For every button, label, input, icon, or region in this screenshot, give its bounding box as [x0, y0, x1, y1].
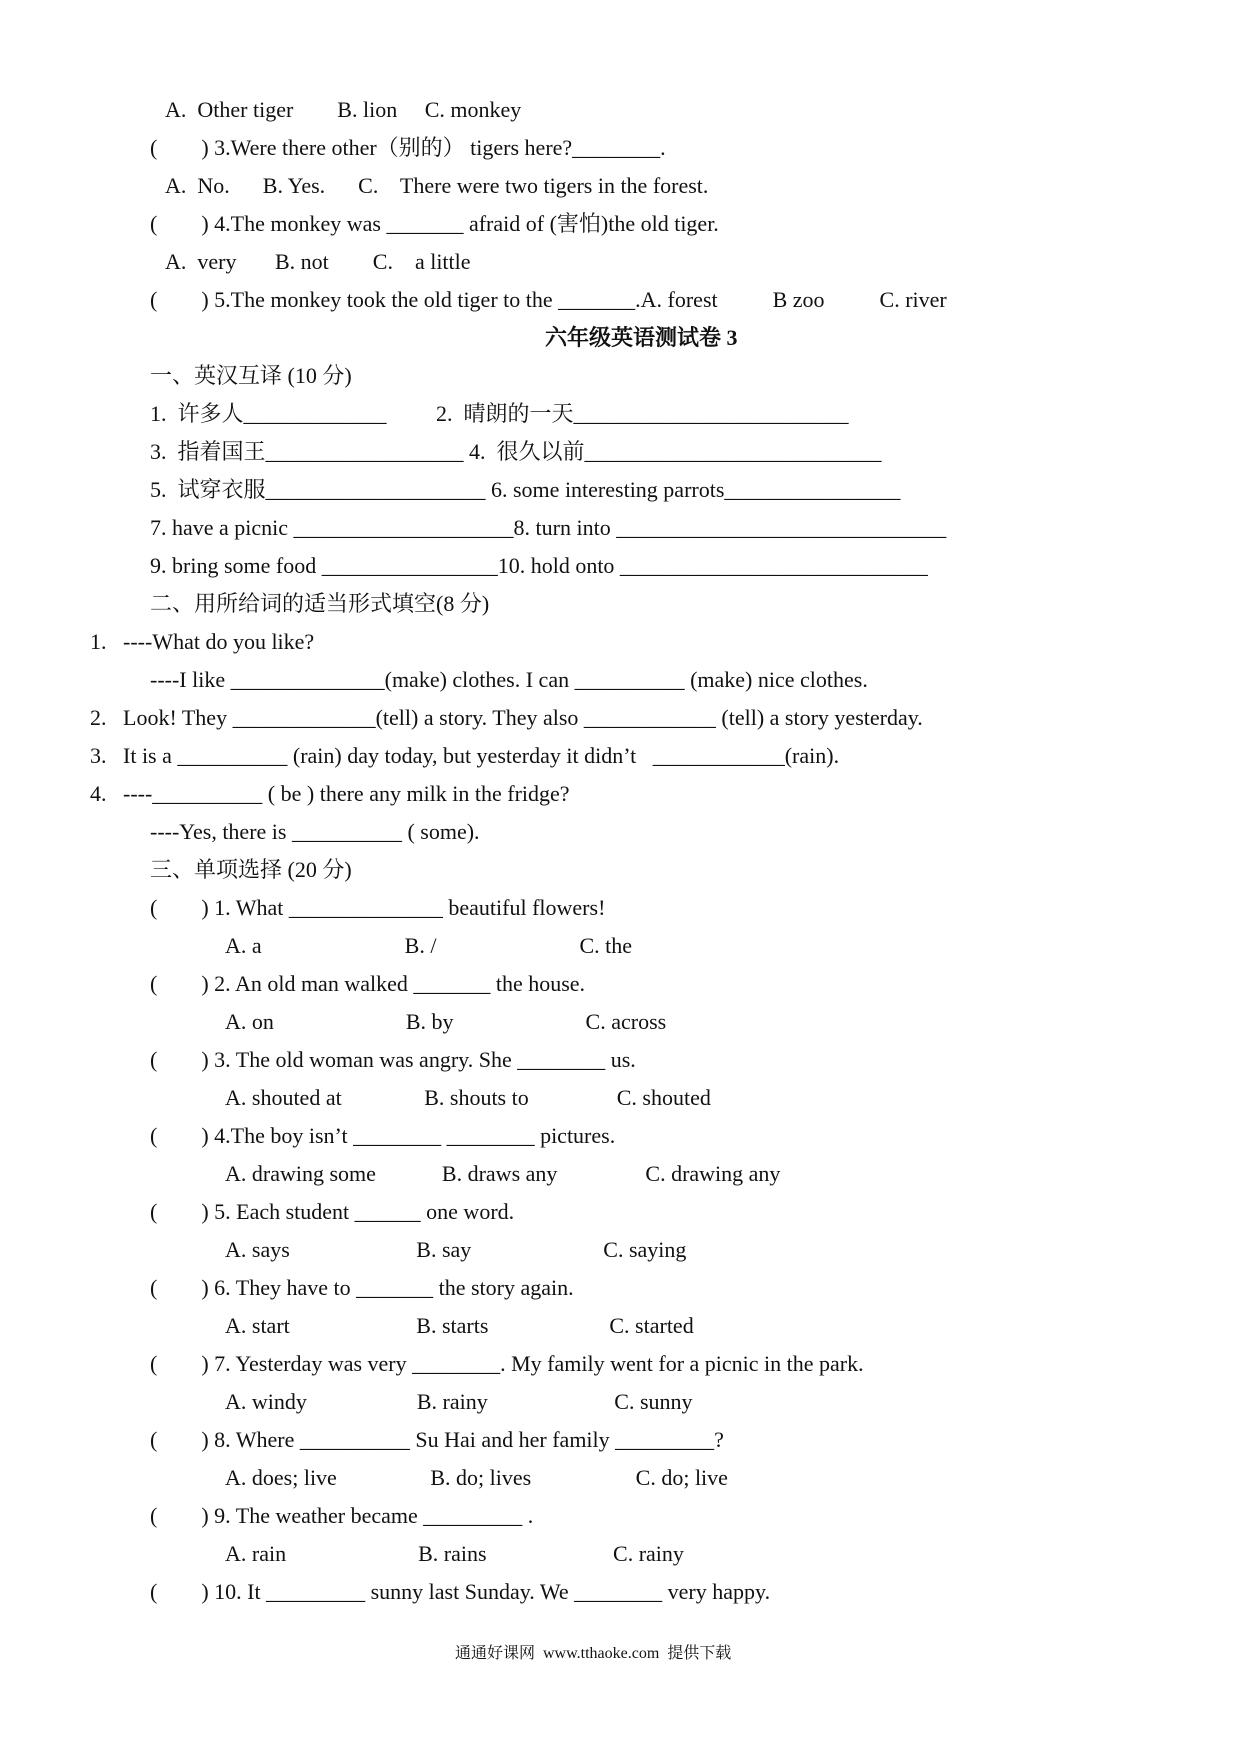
- options-line: A. very B. not C. a little: [165, 249, 471, 274]
- translation-line: 3. 指着国王__________________ 4. 很久以前___________________________: [150, 439, 882, 464]
- question-line: ( ) 6. They have to _______ the story again.: [150, 1275, 574, 1300]
- question-line: ( ) 4.The monkey was _______ afraid of (害怕)the old tiger.: [150, 211, 719, 236]
- question-line: ( ) 3.Were there other（别的） tigers here?________.: [150, 135, 666, 160]
- question-line: ( ) 3. The old woman was angry. She ________ us.: [150, 1047, 636, 1072]
- options-line: A. start B. starts C. started: [225, 1313, 694, 1338]
- options-line: A. rain B. rains C. rainy: [225, 1541, 684, 1566]
- question-line: ( ) 10. It _________ sunny last Sunday. We ________ very happy.: [150, 1579, 771, 1604]
- options-line: A. does; live B. do; lives C. do; live: [225, 1465, 728, 1490]
- section-title: 六年级英语测试卷 3: [545, 325, 738, 350]
- section-heading: 一、英汉互译 (10 分): [150, 363, 352, 388]
- fill-in-line: ----I like ______________(make) clothes. I can __________ (make) nice clothes.: [150, 667, 868, 692]
- question-line: ( ) 9. The weather became _________ .: [150, 1503, 534, 1528]
- options-line: A. shouted at B. shouts to C. shouted: [225, 1085, 711, 1110]
- question-line: ( ) 5. Each student ______ one word.: [150, 1199, 515, 1224]
- options-line: A. Other tiger B. lion C. monkey: [165, 97, 522, 122]
- translation-line: 5. 试穿衣服____________________ 6. some interesting parrots________________: [150, 477, 901, 502]
- options-line: A. drawing some B. draws any C. drawing any: [225, 1161, 781, 1186]
- translation-line: 1. 许多人_____________ 2. 晴朗的一天_________________________: [150, 401, 849, 426]
- options-line: A. says B. say C. saying: [225, 1237, 687, 1262]
- fill-in-line: 4. ----__________ ( be ) there any milk in the fridge?: [90, 781, 570, 806]
- translation-line: 7. have a picnic ____________________8. turn into ______________________________: [150, 515, 947, 540]
- question-line: ( ) 8. Where __________ Su Hai and her family _________?: [150, 1427, 724, 1452]
- fill-in-line: 3. It is a __________ (rain) day today, but yesterday it didn’t ____________(rain).: [90, 743, 840, 768]
- page-footer: 通通好课网 www.tthaoke.com 提供下载: [455, 1645, 732, 1662]
- question-line: ( ) 1. What ______________ beautiful flowers!: [150, 895, 606, 920]
- question-line: ( ) 7. Yesterday was very ________. My family went for a picnic in the park.: [150, 1351, 864, 1376]
- options-line: A. No. B. Yes. C. There were two tigers in the forest.: [165, 173, 709, 198]
- options-line: A. a B. / C. the: [225, 933, 632, 958]
- fill-in-line: 2. Look! They _____________(tell) a story. They also ____________ (tell) a story yesterday.: [90, 705, 923, 730]
- translation-line: 9. bring some food ________________10. hold onto ____________________________: [150, 553, 928, 578]
- options-line: A. windy B. rainy C. sunny: [225, 1389, 693, 1414]
- section-heading: 二、用所给词的适当形式填空(8 分): [150, 591, 490, 616]
- fill-in-line: 1. ----What do you like?: [90, 629, 315, 654]
- fill-in-line: ----Yes, there is __________ ( some).: [150, 819, 480, 844]
- options-line: A. on B. by C. across: [225, 1009, 667, 1034]
- question-line: ( ) 2. An old man walked _______ the house.: [150, 971, 586, 996]
- question-line: ( ) 5.The monkey took the old tiger to the _______.A. forest B zoo C. river: [150, 287, 947, 312]
- section-heading: 三、单项选择 (20 分): [150, 857, 352, 882]
- question-line: ( ) 4.The boy isn’t ________ ________ pictures.: [150, 1123, 616, 1148]
